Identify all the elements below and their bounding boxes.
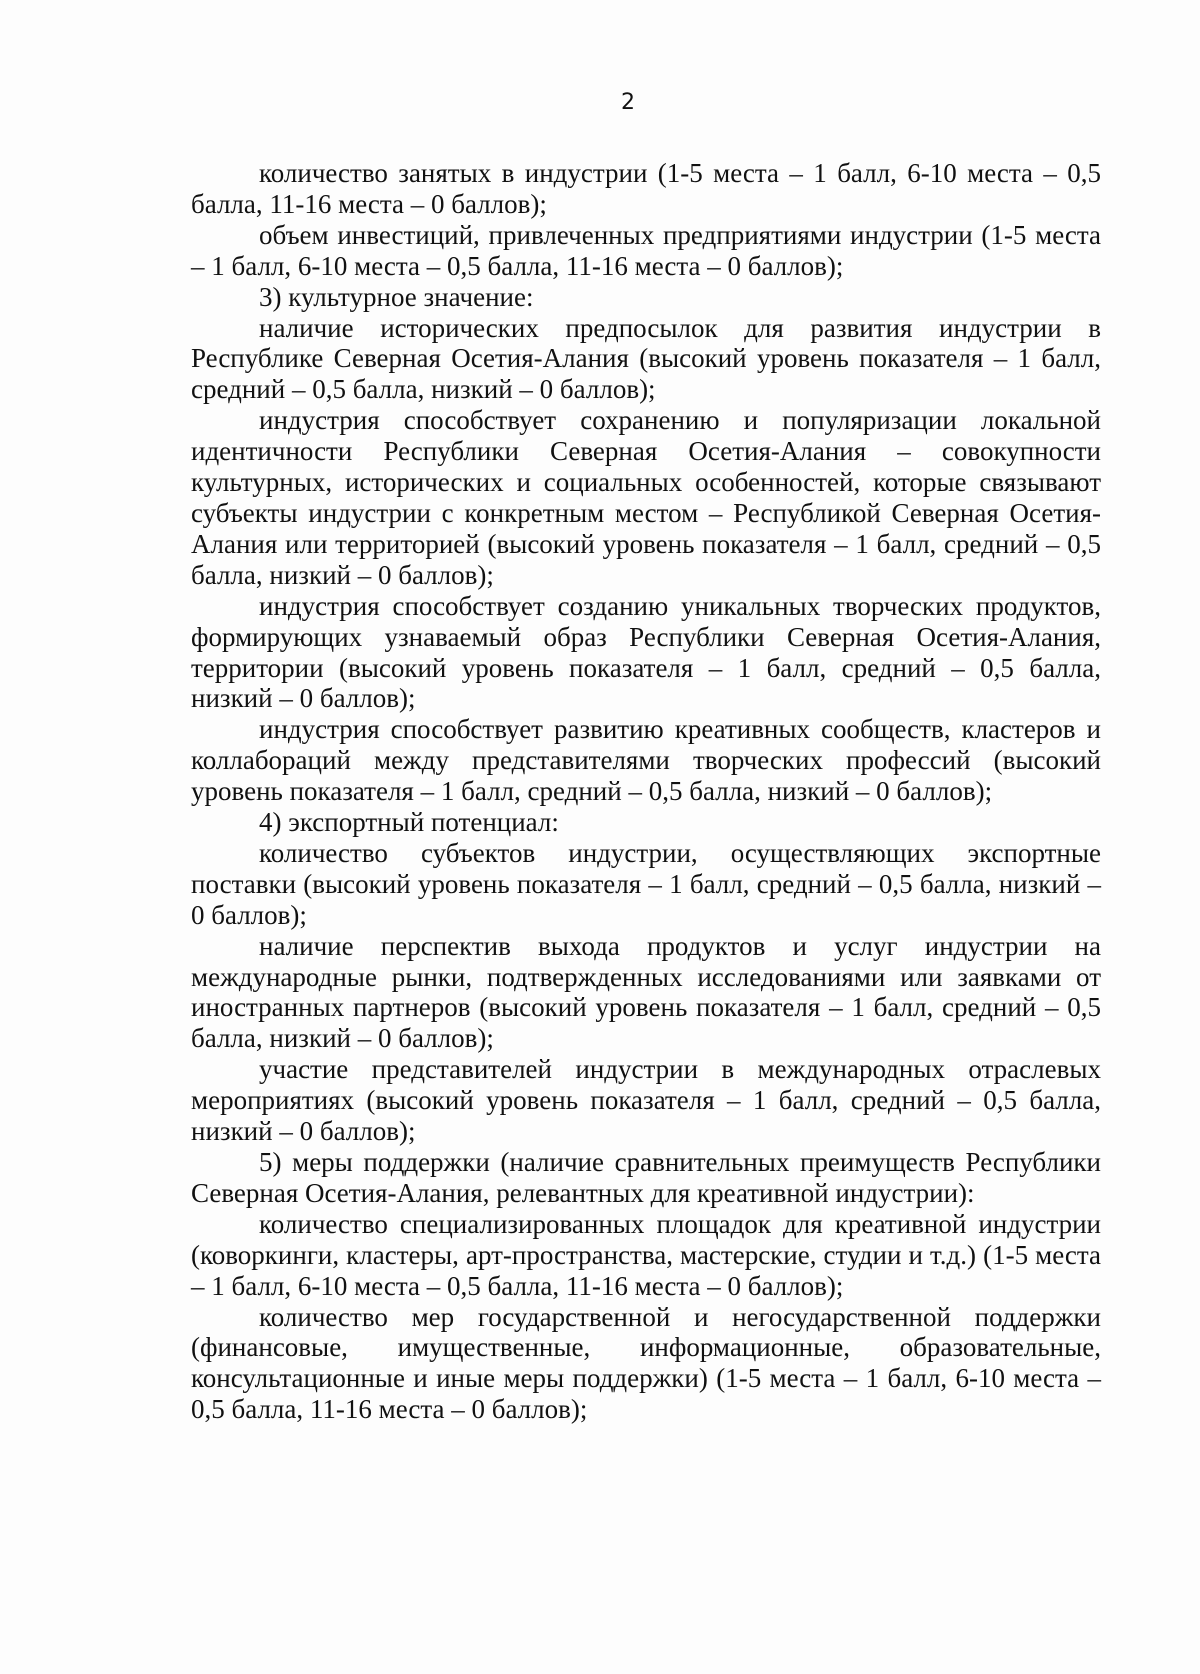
paragraph-heading: 4) экспортный потенциал: xyxy=(259,807,559,838)
paragraph: индустрия способствует созданию уникальных творческих продуктов, формирующих узнаваемый образ Республики Северная Осетия-Алания, территории (высокий уровень показателя – 1 балл, средний – 0,5 балла, низкий – 0 баллов); xyxy=(191,590,1101,714)
paragraph: количество мер государственной и негосударственной поддержки (финансовые, имущественные, информационные, образовательные, консультационные и иные меры поддержки) (1-5 места – 1 балл, 6-10 места – 0,5 балла, 11-16 места – 0 баллов); xyxy=(191,1301,1101,1425)
paragraph-heading: 5) меры поддержки (наличие сравнительных преимуществ Республики Северная Осетия-Алания, релевантных для креативной индустрии): xyxy=(191,1147,1101,1208)
paragraph-heading: 3) культурное значение: xyxy=(259,281,534,312)
page-number: 2 xyxy=(621,90,635,115)
paragraph: объем инвестиций, привлеченных предприятиями индустрии (1-5 места – 1 балл, 6-10 места – 0,5 балла, 11-16 места – 0 баллов); xyxy=(191,219,1101,281)
paragraph: наличие перспектив выхода продуктов и услуг индустрии на международные рынки, подтвержденных исследованиями или заявками от иностранных партнеров (высокий уровень показателя – 1 балл, средний – 0,5 балла, низкий – 0 баллов); xyxy=(191,930,1101,1054)
paragraph: количество специализированных площадок для креативной индустрии (коворкинги, кластеры, арт-пространства, мастерские, студии и т.д.) (1-5 места – 1 балл, 6-10 места – 0,5 балла, 11-16 места – 0 баллов); xyxy=(191,1208,1101,1301)
paragraph: количество занятых в индустрии (1-5 места – 1 балл, 6-10 места – 0,5 балла, 11-16 места – 0 баллов); xyxy=(191,158,1101,219)
paragraph: индустрия способствует сохранению и популяризации локальной идентичности Республики Северная Осетия-Алания – совокупности культурных, исторических и социальных особенностей, которые связывают субъекты индустрии с конкретным местом – Республикой Северная Осетия-Алания или территорией (высокий уровень показателя – 1 балл, средний – 0,5 балла, низкий – 0 баллов); xyxy=(191,405,1101,590)
paragraph: количество субъектов индустрии, осуществляющих экспортные поставки (высокий уровень показателя – 1 балл, средний – 0,5 балла, низкий – 0 баллов); xyxy=(191,837,1101,930)
paragraph: участие представителей индустрии в международных отраслевых мероприятиях (высокий уровень показателя – 1 балл, средний – 0,5 балла, низкий – 0 баллов); xyxy=(191,1054,1101,1147)
paragraph: наличие исторических предпосылок для развития индустрии в Республике Северная Осетия-Алания (высокий уровень показателя – 1 балл, средний – 0,5 балла, низкий – 0 баллов); xyxy=(191,312,1101,405)
document-body xyxy=(191,158,1101,1425)
paragraph: индустрия способствует развитию креативных сообществ, кластеров и коллабораций между представителями творческих профессий (высокий уровень показателя – 1 балл, средний – 0,5 балла, низкий – 0 баллов); xyxy=(191,714,1101,807)
